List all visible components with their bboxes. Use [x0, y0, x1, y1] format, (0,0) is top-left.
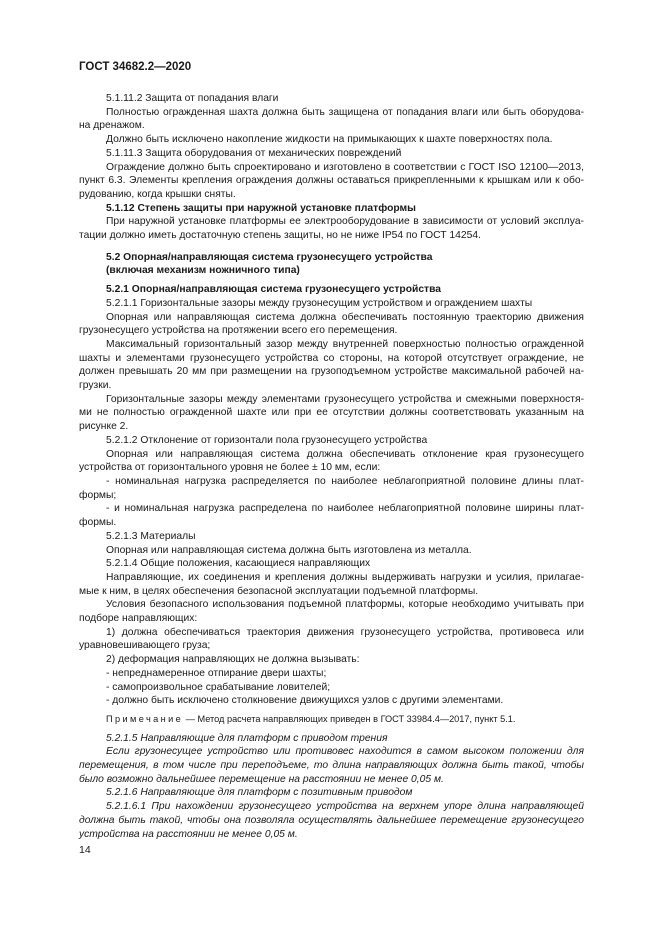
paragraph: Ограждение должно быть спроектировано и изготовлено в соответствии с ГОСТ ISO 12100—2013, пункт 6.3. Элементы крепления ограждения должны оставаться прикрепленными к крышкам или к обо-рудованию, когда крышки сняты.	[79, 161, 584, 200]
clause-heading: 5.2.1.1 Горизонтальные зазоры между грузонесущим устройством и ограждением шахты	[106, 297, 533, 309]
paragraph: Направляющие, их соединения и крепления должны выдерживать нагрузки и усилия, прилагае-мые к ним, в целях обеспечения безопасной эксплуатации подъемной платформы.	[79, 571, 584, 597]
paragraph: Горизонтальные зазоры между элементами грузонесущего устройства и смежными поверхностя-ми не полностью огражденной шахте или при ее отсутствии должны соответствовать указанным на рисунке 2.	[79, 393, 584, 433]
list-item: - должно быть исключено столкновение движущихся узлов с другими элементами.	[106, 695, 504, 707]
subsection-heading: 5.2.1 Опорная/направляющая система грузонесущего устройства	[106, 284, 442, 296]
paragraph: При наружной установке платформы ее электрооборудование в зависимости от условий эксплуа-тации должно иметь достаточную степень защиты, но не ниже IP54 по ГОСТ 14254.	[79, 216, 584, 242]
page-number: 14	[79, 844, 91, 856]
clause-heading: 5.2.1.3 Материалы	[106, 530, 196, 542]
clause-heading-italic: 5.2.1.5 Направляющие для платформ с приводом трения	[106, 732, 388, 744]
list-item: 2) деформация направляющих не должна вызывать:	[106, 654, 360, 666]
list-item: - и номинальная нагрузка распределена по наиболее неблагоприятной половине ширины плат-формы.	[79, 503, 584, 529]
list-item: - самопроизвольное срабатывание ловителей;	[106, 681, 331, 693]
clause-heading: 5.1.11.2 Защита от попадания влаги	[106, 93, 279, 104]
clause-heading: 5.1.11.3 Защита оборудования от механических повреждений	[106, 147, 402, 159]
document-header: ГОСТ 34682.2—2020	[79, 61, 192, 73]
paragraph-italic: Если грузонесущее устройство или противовес находится в самом высоком положении для перемещения, в том числе при переподъеме, то длина направляющих должна быть такой, чтобы было возможно дальнейшее перемещение на расстоянии не менее 0,05 м.	[79, 746, 584, 785]
paragraph: Условия безопасного использования подъемной платформы, которые необходимо учитывать при подборе направляющих:	[79, 599, 584, 625]
paragraph: Полностью огражденная шахта должна быть защищена от попадания влаги или быть оборудова-на дренажом.	[79, 106, 584, 132]
list-item: - номинальная нагрузка распределяется по наиболее неблагоприятной половине длины плат-формы;	[79, 475, 584, 501]
spacer	[79, 243, 584, 251]
paragraph: Максимальный горизонтальный зазор между внутренней поверхностью полностью огражденной шахты и элементами грузонесущего устройства со стороны, на которой отсутствует ограждение, не должен превышать 20 мм при размещении на грузоподъемном устройстве максимальной рабочей на-грузки.	[79, 338, 584, 392]
paragraph: Опорная или направляющая система должна обеспечивать постоянную траекторию движения грузонесущего устройства на протяжении всего его перемещения.	[79, 311, 584, 337]
list-item: - непреднамеренное отпирание двери шахты;	[106, 667, 327, 679]
clause-heading: 5.2.1.2 Отклонение от горизонтали пола грузонесущего устройства	[106, 434, 428, 446]
clause-heading-italic: 5.2.1.6 Направляющие для платформ с позитивным приводом	[106, 787, 413, 799]
note-text: — Метод расчета направляющих приведен в ГОСТ 33984.4—2017, пункт 5.1.	[183, 713, 516, 724]
list-item: 1) должна обеспечиваться траектория движения грузонесущего устройства, противовеса или уравновешивающего груза;	[79, 626, 584, 652]
note-label: Примечание	[106, 713, 184, 724]
paragraph: Опорная или направляющая система должна обеспечивать отклонение края грузонесущего устройства от горизонтального уровня не более ± 10 мм, если:	[79, 448, 584, 474]
section-heading-sub: (включая механизм ножничного типа)	[106, 265, 300, 277]
paragraph: Должно быть исключено накопление жидкости на примыкающих к шахте поверхностях пола.	[106, 134, 553, 146]
paragraph: Опорная или направляющая система должна быть изготовлена из металла.	[106, 544, 472, 556]
document-body	[79, 92, 584, 841]
clause-heading: 5.2.1.4 Общие положения, касающиеся направляющих	[106, 558, 371, 570]
section-heading: 5.2 Опорная/направляющая система грузонесущего устройства	[106, 251, 433, 263]
clause-heading-bold: 5.1.12 Степень защиты при наружной установке платформы	[106, 202, 416, 214]
paragraph-italic: 5.2.1.6.1 При нахождении грузонесущего устройства на верхнем упоре длина направляющей должна быть такой, чтобы она позволяла осуществлять дальнейшее перемещение грузонесущего устройства на расстоянии не менее 0,05 м.	[79, 801, 584, 840]
note	[79, 713, 584, 727]
